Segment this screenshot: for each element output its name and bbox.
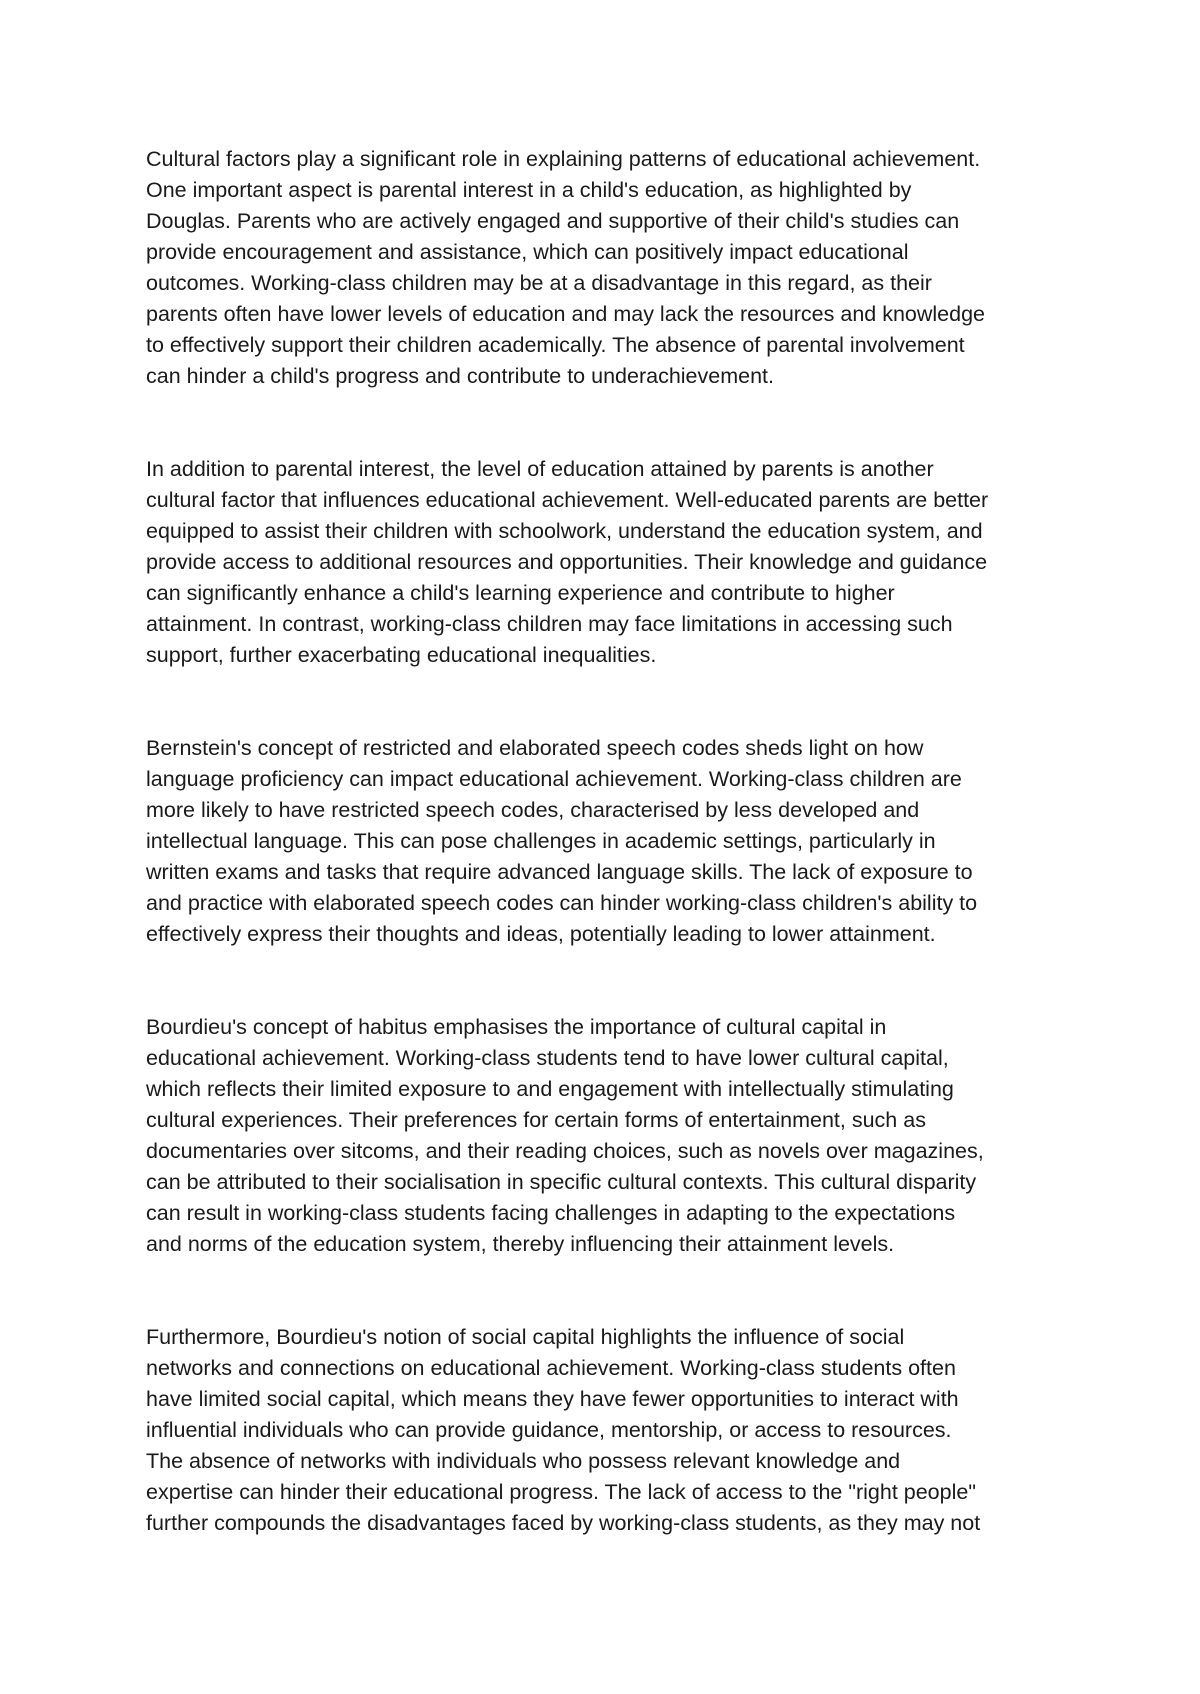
text-line: The absence of networks with individuals who possess relevant knowledge and	[146, 1449, 901, 1473]
text-line: can result in working-class students facing challenges in adapting to the expectations	[146, 1201, 956, 1225]
text-line: documentaries over sitcoms, and their reading choices, such as novels over magazines,	[146, 1139, 984, 1163]
text-line: expertise can hinder their educational progress. The lack of access to the "right people"	[146, 1480, 976, 1504]
text-line: Furthermore, Bourdieu's notion of social capital highlights the influence of social	[146, 1325, 905, 1349]
text-line: can be attributed to their socialisation in specific cultural contexts. This cultural disparity	[146, 1170, 977, 1194]
text-line: influential individuals who can provide guidance, mentorship, or access to resources.	[146, 1418, 952, 1442]
text-line: Bourdieu's concept of habitus emphasises the importance of cultural capital in	[146, 1015, 887, 1039]
text-line: which reflects their limited exposure to and engagement with intellectually stimulating	[146, 1077, 954, 1101]
text-line: educational achievement. Working-class students tend to have lower cultural capital,	[146, 1046, 949, 1070]
text-line: have limited social capital, which means they have fewer opportunities to interact with	[146, 1387, 959, 1411]
text-line: can significantly enhance a child's learning experience and contribute to higher	[146, 581, 895, 605]
text-line: provide access to additional resources and opportunities. Their knowledge and guidance	[146, 550, 988, 574]
text-line: further compounds the disadvantages faced by working-class students, as they may not	[146, 1511, 981, 1535]
document-body	[146, 144, 1076, 1601]
text-line: outcomes. Working-class children may be at a disadvantage in this regard, as their	[146, 271, 932, 295]
text-line: to effectively support their children academically. The absence of parental involvement	[146, 333, 965, 357]
paragraph-parental-education	[146, 454, 1076, 671]
text-line: and practice with elaborated speech codes can hinder working-class children's ability to	[146, 891, 978, 915]
text-line: more likely to have restricted speech codes, characterised by less developed and	[146, 798, 920, 822]
text-line: written exams and tasks that require advanced language skills. The lack of exposure to	[146, 860, 973, 884]
text-line: provide encouragement and assistance, which can positively impact educational	[146, 240, 909, 264]
text-line: can hinder a child's progress and contribute to underachievement.	[146, 364, 774, 388]
paragraph-speech-codes	[146, 733, 1076, 950]
text-line: equipped to assist their children with schoolwork, understand the education system, and	[146, 519, 983, 543]
text-line: and norms of the education system, thereby influencing their attainment levels.	[146, 1232, 895, 1256]
text-line: attainment. In contrast, working-class children may face limitations in accessing such	[146, 612, 953, 636]
paragraph-social-capital	[146, 1322, 1076, 1539]
text-line: networks and connections on educational achievement. Working-class students often	[146, 1356, 956, 1380]
text-line: cultural factor that influences educational achievement. Well-educated parents are better	[146, 488, 989, 512]
paragraph-cultural-capital	[146, 1012, 1076, 1260]
text-line: Douglas. Parents who are actively engaged and supportive of their child's studies can	[146, 209, 960, 233]
text-line: effectively express their thoughts and ideas, potentially leading to lower attainment.	[146, 922, 936, 946]
text-line: cultural experiences. Their preferences for certain forms of entertainment, such as	[146, 1108, 926, 1132]
text-line: intellectual language. This can pose challenges in academic settings, particularly in	[146, 829, 936, 853]
text-line: Bernstein's concept of restricted and elaborated speech codes sheds light on how	[146, 736, 924, 760]
text-line: Cultural factors play a significant role in explaining patterns of educational achievement.	[146, 147, 981, 171]
text-line: In addition to parental interest, the level of education attained by parents is another	[146, 457, 934, 481]
text-line: support, further exacerbating educational inequalities.	[146, 643, 657, 667]
text-line: One important aspect is parental interest in a child's education, as highlighted by	[146, 178, 912, 202]
paragraph-parental-interest	[146, 144, 1076, 392]
text-line: parents often have lower levels of education and may lack the resources and knowledge	[146, 302, 986, 326]
text-line: language proficiency can impact educational achievement. Working-class children are	[146, 767, 962, 791]
